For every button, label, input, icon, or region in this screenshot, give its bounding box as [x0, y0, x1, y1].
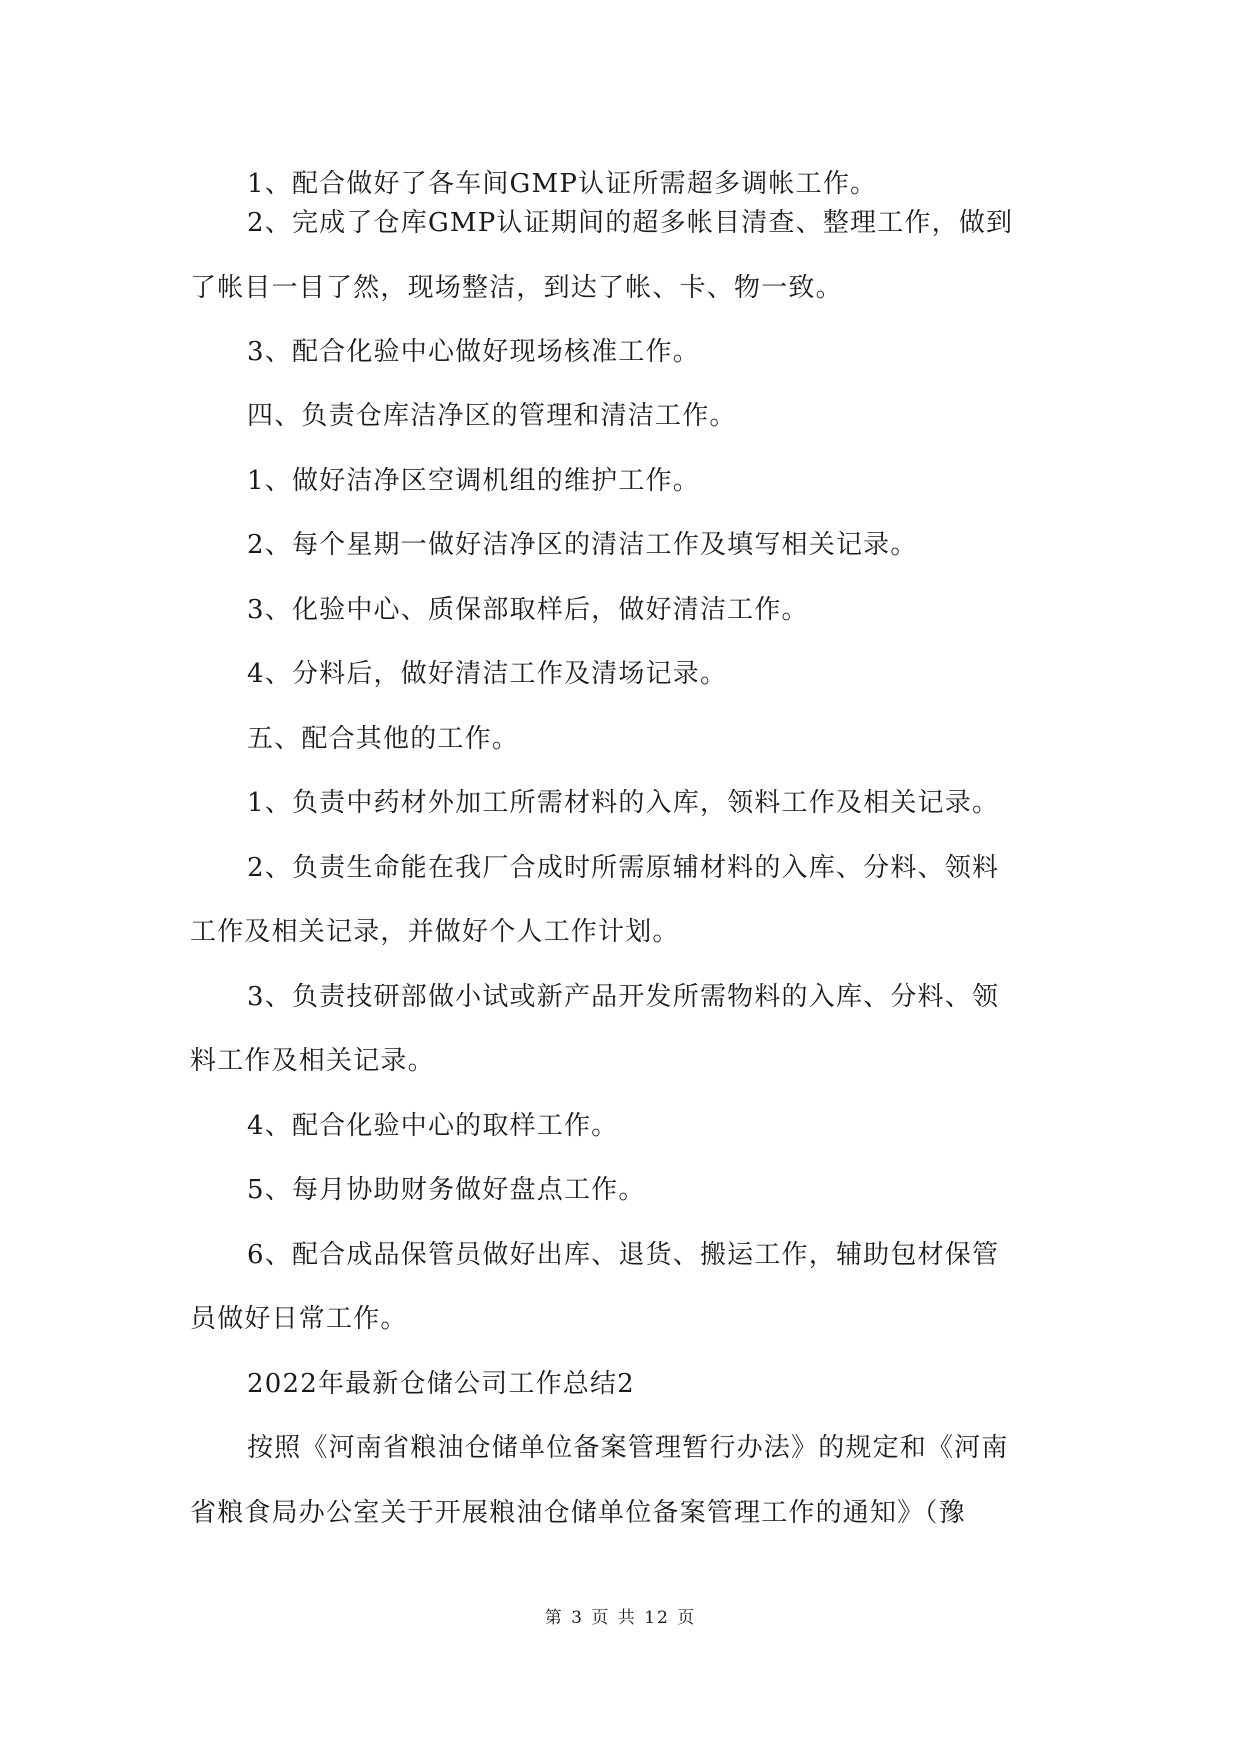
paragraph-line: 员做好日常工作。: [190, 1304, 408, 1334]
section-title: 2022年最新仓储公司工作总结2: [247, 1369, 635, 1399]
section-heading: 四、负责仓库洁净区的管理和清洁工作。: [247, 401, 737, 431]
paragraph-line: 4、分料后，做好清洁工作及清场记录。: [247, 659, 728, 689]
paragraph-line: 5、每月协助财务做好盘点工作。: [247, 1175, 646, 1205]
paragraph-line: 6、配合成品保管员做好出库、退货、搬运工作，辅助包材保管: [247, 1240, 1000, 1270]
paragraph-line: 省粮食局办公室关于开展粮油仓储单位备案管理工作的通知》（豫: [190, 1498, 966, 1528]
paragraph-line: 1、做好洁净区空调机组的维护工作。: [247, 466, 700, 496]
paragraph-line: 2、完成了仓库GMP认证期间的超多帐目清查、整理工作，做到: [247, 208, 1014, 238]
paragraph-line: 2、每个星期一做好洁净区的清洁工作及填写相关记录。: [247, 530, 918, 560]
paragraph-line: 3、配合化验中心做好现场核准工作。: [247, 337, 700, 367]
paragraph-line: 工作及相关记录，并做好个人工作计划。: [190, 917, 680, 947]
paragraph-line: 料工作及相关记录。: [190, 1046, 435, 1076]
section-heading: 五、配合其他的工作。: [247, 724, 520, 754]
paragraph-line: 按照《河南省粮油仓储单位备案管理暂行办法》的规定和《河南: [247, 1433, 1009, 1463]
paragraph-line: 2、负责生命能在我厂合成时所需原辅材料的入库、分料、领料: [247, 853, 1000, 883]
paragraph-line: 1、负责中药材外加工所需材料的入库，领料工作及相关记录。: [247, 788, 1000, 818]
paragraph-line: 3、负责技研部做小试或新产品开发所需物料的入库、分料、领: [247, 982, 1000, 1012]
paragraph-line: 3、化验中心、质保部取样后，做好清洁工作。: [247, 595, 809, 625]
paragraph-line: 了帐目一目了然，现场整洁，到达了帐、卡、物一致。: [190, 273, 843, 303]
page-number-footer: 第 3 页 共 12 页: [544, 1608, 697, 1628]
paragraph-line: 1、配合做好了各车间GMP认证所需超多调帐工作。: [247, 169, 878, 199]
paragraph-line: 4、配合化验中心的取样工作。: [247, 1111, 619, 1141]
